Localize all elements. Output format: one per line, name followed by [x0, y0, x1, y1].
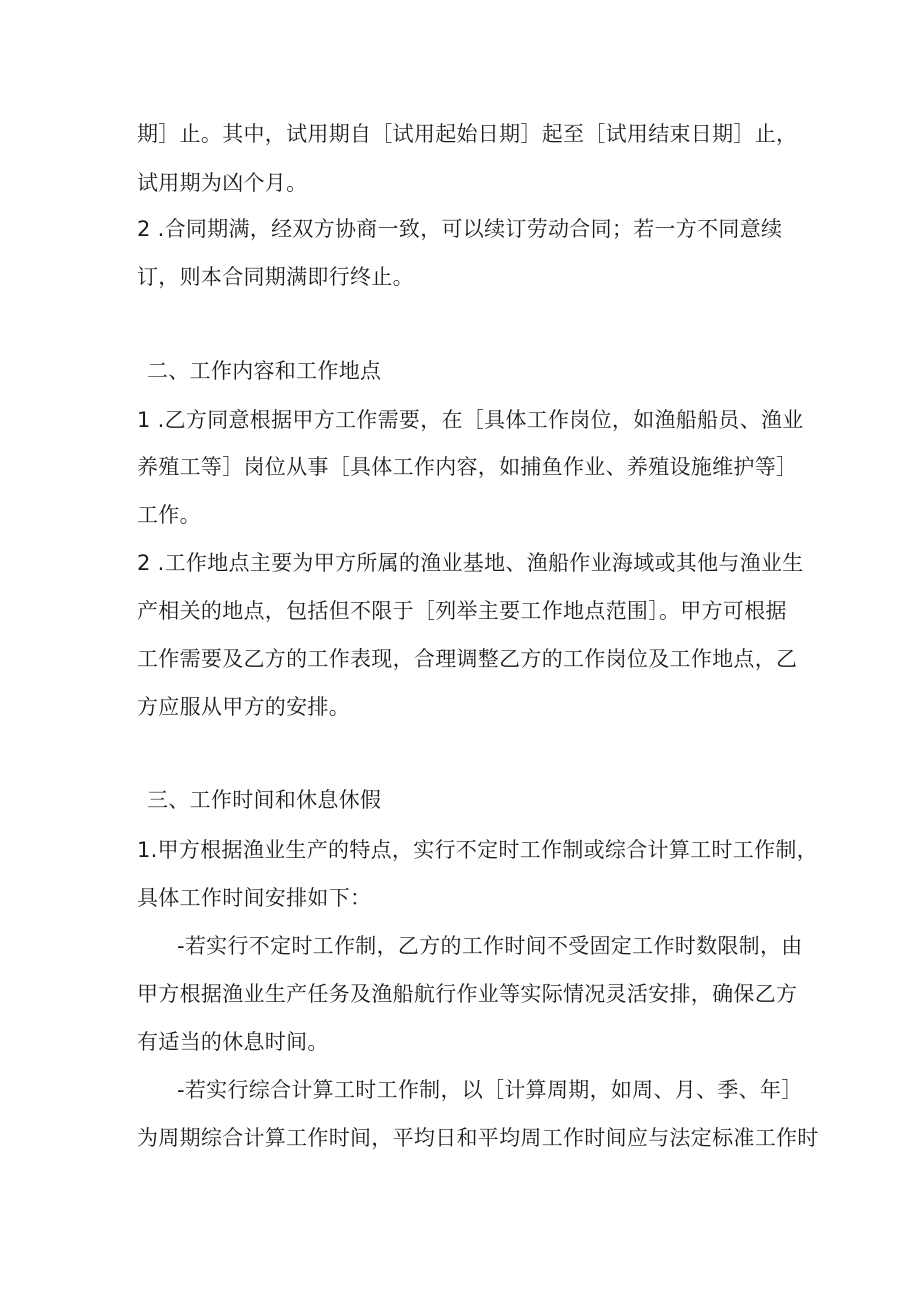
- bullet-line: -若实行不定时工作制，乙方的工作时间不受固定工作时数限制，由: [177, 934, 803, 958]
- paragraph-line: 养殖工等］岗位从事［具体工作内容，如捕鱼作业、养殖设施维护等］: [137, 455, 798, 479]
- bullet-line: -若实行综合计算工时工作制，以［计算周期，如周、月、季、年］: [177, 1078, 803, 1102]
- paragraph-line: 为周期综合计算工作时间，平均日和平均周工作时间应与法定标准工作时: [137, 1126, 819, 1150]
- paragraph-line: 订，则本合同期满即行终止。: [137, 265, 414, 289]
- paragraph-line: 有适当的休息时间。: [137, 1030, 329, 1054]
- paragraph-line: 产相关的地点，包括但不限于［列举主要工作地点范围］。甲方可根据: [137, 599, 787, 623]
- list-item-line: 1 .乙方同意根据甲方工作需要，在［具体工作岗位，如渔船船员、渔业: [137, 408, 804, 432]
- paragraph-line: 具体工作时间安排如下：: [137, 886, 372, 910]
- paragraph-line: 期］止。其中，试用期自［试用起始日期］起至［试用结束日期］止，: [137, 122, 798, 146]
- paragraph-line: 试用期为凶个月。: [137, 171, 308, 195]
- paragraph-line: 工作需要及乙方的工作表现，合理调整乙方的工作岗位及工作地点，乙: [137, 647, 798, 671]
- list-item-line: 1.甲方根据渔业生产的特点，实行不定时工作制或综合计算工时工作制，: [137, 838, 818, 862]
- paragraph-line: 方应服从甲方的安排。: [137, 695, 350, 719]
- list-item-line: 2 .工作地点主要为甲方所属的渔业基地、渔船作业海域或其他与渔业生: [137, 551, 804, 575]
- section-heading: 二、工作内容和工作地点: [147, 359, 382, 383]
- paragraph-line: 甲方根据渔业生产任务及渔船航行作业等实际情况灵活安排，确保乙方: [137, 982, 798, 1006]
- section-heading: 三、工作时间和休息休假: [147, 788, 382, 812]
- list-item-line: 2 .合同期满，经双方协商一致，可以续订劳动合同；若一方不同意续: [137, 217, 783, 241]
- paragraph-line: 工作。: [137, 503, 201, 527]
